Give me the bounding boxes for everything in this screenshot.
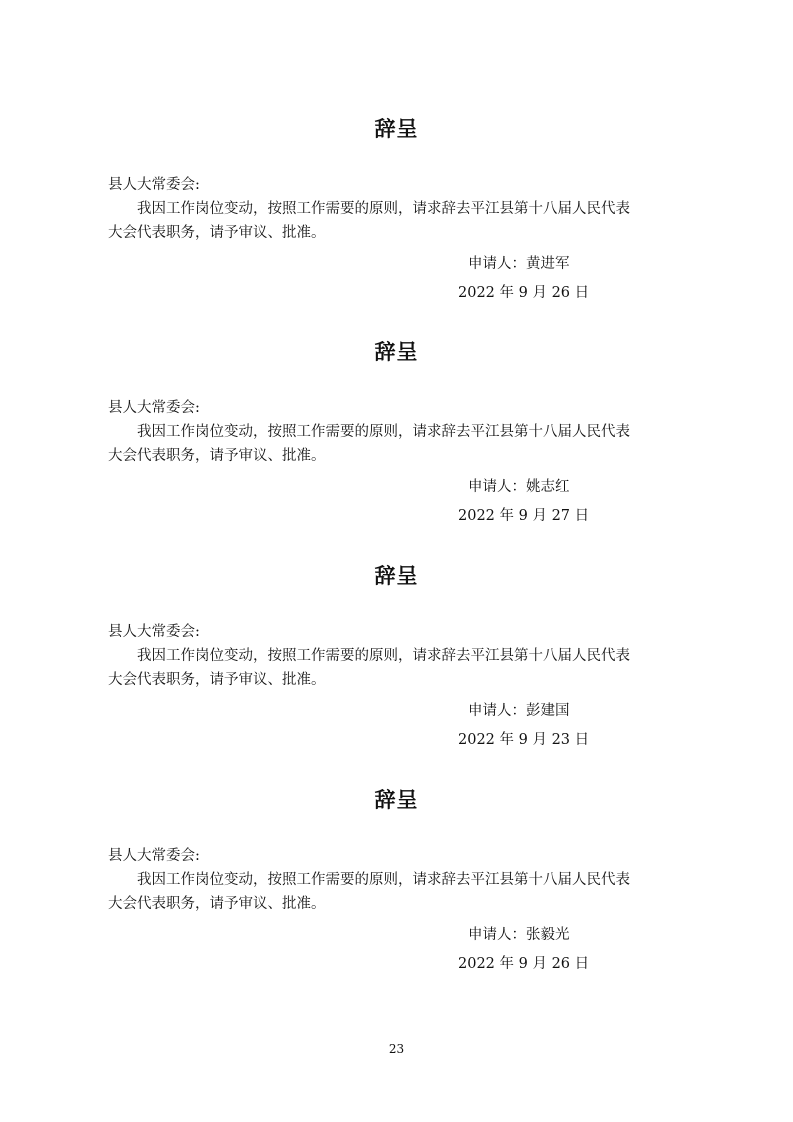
letter-applicant: 申请人：张毅光 (468, 927, 570, 943)
letter-title: 辞呈 (374, 564, 419, 588)
letter-applicant: 申请人：姚志红 (468, 479, 570, 495)
letter-salutation: 县人大常委会: (108, 624, 200, 640)
letter-body-line: 我因工作岗位变动，按照工作需要的原则，请求辞去平江县第十八届人民代表 (137, 648, 630, 664)
letter-applicant: 申请人：黄进军 (468, 256, 570, 272)
letter-date: 2022 年 9 月 23 日 (458, 732, 590, 748)
letter-date: 2022 年 9 月 26 日 (458, 285, 590, 301)
letter-body-line: 大会代表职务，请予审议、批准。 (108, 672, 326, 688)
letter-salutation: 县人大常委会: (108, 848, 200, 864)
letter-title: 辞呈 (374, 788, 419, 812)
letter-body-line: 大会代表职务，请予审议、批准。 (108, 448, 326, 464)
letter-salutation: 县人大常委会: (108, 177, 200, 193)
resignation-letter (0, 562, 793, 762)
letter-date: 2022 年 9 月 27 日 (458, 508, 590, 524)
resignation-letter (0, 115, 793, 315)
letter-body-line: 我因工作岗位变动，按照工作需要的原则，请求辞去平江县第十八届人民代表 (137, 424, 630, 440)
letter-body-line: 我因工作岗位变动，按照工作需要的原则，请求辞去平江县第十八届人民代表 (137, 872, 630, 888)
letter-body-line: 大会代表职务，请予审议、批准。 (108, 896, 326, 912)
letter-date: 2022 年 9 月 26 日 (458, 956, 590, 972)
letter-applicant: 申请人：彭建国 (468, 703, 570, 719)
resignation-letter (0, 786, 793, 986)
letter-title: 辞呈 (374, 340, 419, 364)
letter-body-line: 大会代表职务，请予审议、批准。 (108, 225, 326, 241)
letter-title: 辞呈 (374, 117, 419, 141)
page-number: 23 (388, 1042, 405, 1056)
letter-body-line: 我因工作岗位变动，按照工作需要的原则，请求辞去平江县第十八届人民代表 (137, 201, 630, 217)
letter-salutation: 县人大常委会: (108, 400, 200, 416)
resignation-letter (0, 338, 793, 538)
